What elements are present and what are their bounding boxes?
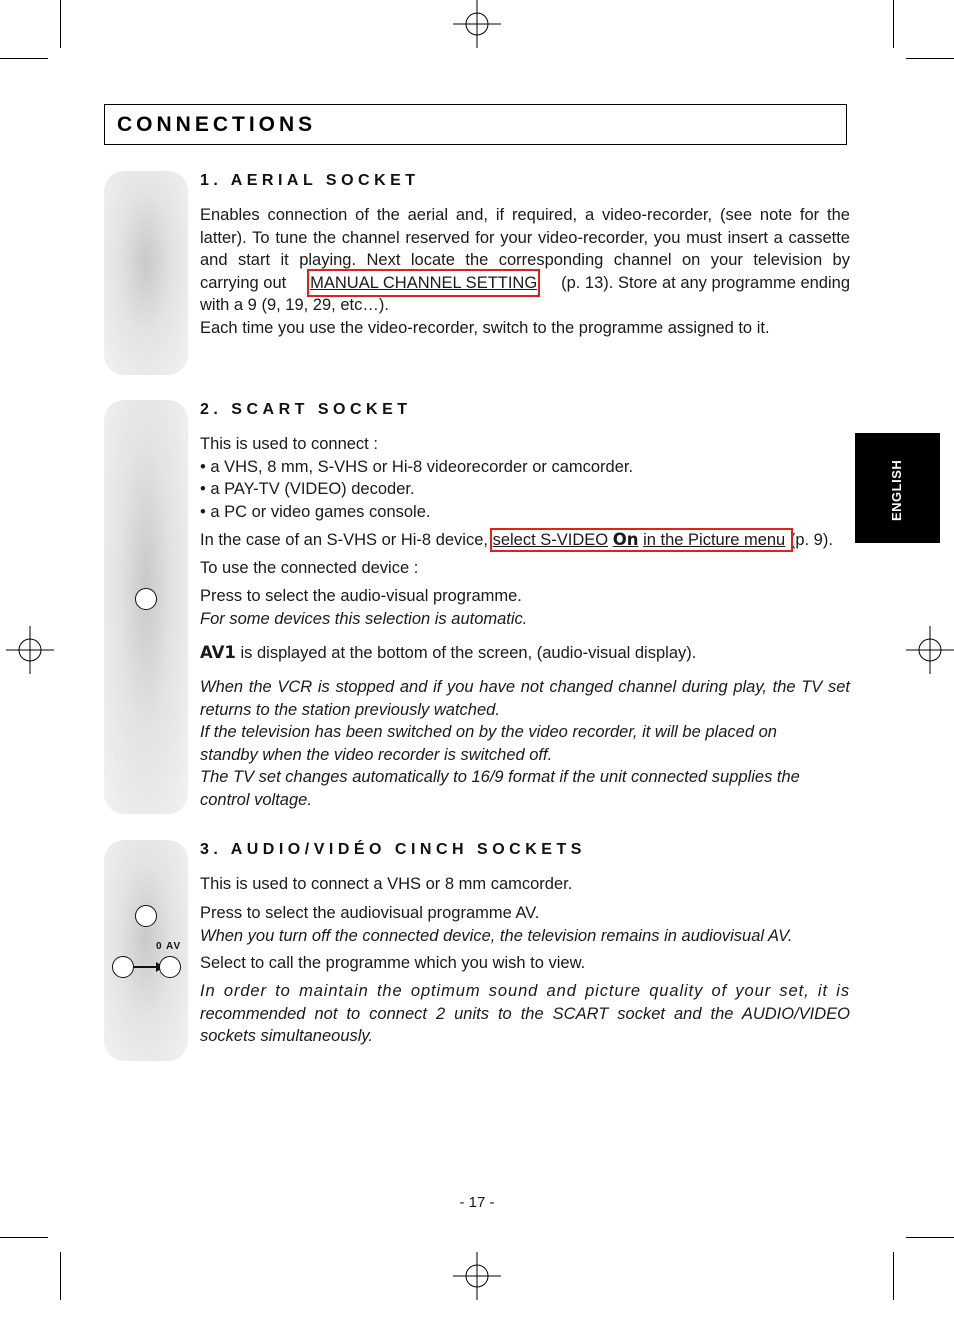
- note-line: standby when the video recorder is switched off.: [200, 745, 553, 764]
- body-line: For some devices this selection is automatic.: [200, 609, 528, 628]
- registration-mark-icon: [6, 626, 54, 674]
- body-line: This is used to connect a VHS or 8 mm camcorder.: [200, 875, 573, 893]
- section-1-body: [200, 204, 850, 340]
- body-text: carrying out: [200, 273, 287, 292]
- body-line: Press to select the audiovisual programme AV.: [200, 904, 540, 922]
- body-line: Each time you use the video-recorder, switch to the programme assigned to it.: [200, 318, 770, 337]
- bullet-item: • a PC or video games console.: [200, 502, 431, 521]
- section-3-intro: [200, 873, 850, 896]
- manual-channel-setting-link[interactable]: MANUAL CHANNEL SETTING: [310, 272, 537, 295]
- crop-mark: [906, 1237, 954, 1238]
- remote-button-icon: [135, 905, 157, 927]
- svideo-line: [200, 529, 850, 552]
- language-tab: [855, 433, 940, 543]
- av-cycle-button-icon: [112, 956, 134, 978]
- section-1-title: 1. AERIAL SOCKET: [200, 172, 420, 189]
- page-title: CONNECTIONS: [117, 113, 317, 136]
- svideo-link-text: in the Picture menu: [643, 531, 786, 549]
- av1-label: AV1: [200, 643, 236, 662]
- section-3-press: [200, 902, 850, 947]
- body-text: (p. 13). Store at any programme ending: [561, 273, 850, 292]
- body-line: Enables connection of the aerial and, if required, a video-recorder, (see note for the: [200, 206, 850, 224]
- crop-mark: [906, 58, 954, 59]
- registration-mark-icon: [906, 626, 954, 674]
- crop-mark: [893, 0, 894, 48]
- note-line: control voltage.: [200, 790, 312, 809]
- body-text: is displayed at the bottom of the screen, (audio-visual display).: [240, 644, 697, 662]
- use-line: [200, 557, 850, 580]
- svideo-link-text: select S-VIDEO: [492, 531, 609, 549]
- bullet-item: • a PAY-TV (VIDEO) decoder.: [200, 480, 415, 499]
- note-line: If the television has been switched on by the video recorder, it will be placed on: [200, 723, 777, 742]
- body-line: Press to select the audio-visual programme.: [200, 587, 522, 605]
- note-line: returns to the station previously watched.: [200, 700, 500, 719]
- body-line: and start it playing. Next locate the corresponding channel on your television by: [200, 251, 850, 270]
- body-line: This is used to connect :: [200, 435, 378, 453]
- crop-mark: [60, 0, 61, 48]
- registration-mark-icon: [453, 1252, 501, 1300]
- crop-mark: [60, 1252, 61, 1300]
- body-line: To use the connected device :: [200, 559, 419, 577]
- note-line: The TV set changes automatically to 16/9 format if the unit connected supplies the: [200, 768, 800, 787]
- section-2-intro: [200, 433, 850, 523]
- warning-line: sockets simultaneously.: [200, 1027, 374, 1046]
- section-3-title: 3. AUDIO/VIDÉO CINCH SOCKETS: [200, 841, 586, 858]
- warning-line: recommended not to connect 2 units to the SCART socket and the AUDIO/VIDEO: [200, 1004, 850, 1023]
- press-block: [200, 585, 850, 630]
- body-line: When you turn off the connected device, the television remains in audiovisual AV.: [200, 926, 793, 945]
- section-2-notes: [200, 676, 850, 812]
- crop-mark: [893, 1252, 894, 1300]
- language-tab-label: ENGLISH: [889, 459, 904, 521]
- av1-line: [200, 642, 850, 665]
- section-2-title: 2. SCART SOCKET: [200, 401, 412, 418]
- crop-mark: [0, 1237, 48, 1238]
- section-3-warning: [200, 980, 850, 1048]
- crop-mark: [0, 58, 48, 59]
- header-box: [104, 104, 847, 145]
- body-text: (p. 9).: [789, 531, 833, 549]
- bullet-item: • a VHS, 8 mm, S-VHS or Hi-8 videorecorder or camcorder.: [200, 457, 634, 476]
- remote-button-icon: [135, 588, 157, 610]
- body-line: latter). To tune the channel reserved for your video-recorder, you must insert a cassette: [200, 228, 850, 247]
- body-text: In the case of an S-VHS or Hi-8 device,: [200, 531, 488, 549]
- page-number: - 17 -: [459, 1194, 495, 1211]
- av-button-icon: [159, 956, 181, 978]
- body-line: Select to call the programme which you wish to view.: [200, 954, 586, 972]
- on-value: On: [612, 530, 639, 549]
- section-1-side-panel: [104, 171, 188, 375]
- note-line: When the VCR is stopped and if you have not changed channel during play, the TV set: [200, 678, 850, 696]
- registration-mark-icon: [453, 0, 501, 48]
- av-button-label: 0 AV: [156, 941, 182, 952]
- section-3-select: [200, 952, 850, 975]
- warning-line: In order to maintain the optimum sound and picture quality of your set, it is: [200, 982, 850, 1000]
- svideo-setting-link[interactable]: [493, 531, 790, 549]
- body-line: with a 9 (9, 19, 29, etc…).: [200, 296, 389, 315]
- body-line: [200, 272, 850, 295]
